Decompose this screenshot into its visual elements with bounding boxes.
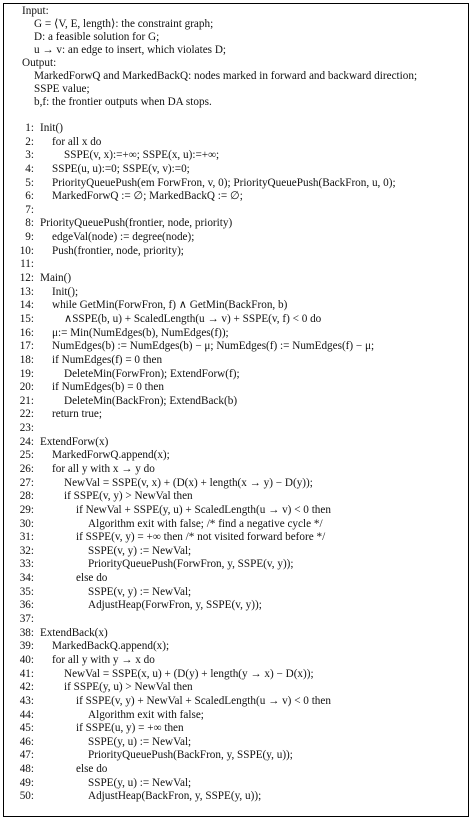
line-number: 26: xyxy=(19,463,34,475)
line-text: PriorityQueuePush(em ForwFron, v, 0); PriorityQueuePush(BackFron, u, 0); xyxy=(52,176,396,189)
line-text: for all x do xyxy=(52,135,102,148)
line-number: 41: xyxy=(19,667,34,680)
line-number: 16: xyxy=(19,326,34,339)
line-text: SSPE(v, y) := NewVal; xyxy=(88,544,192,557)
line-text: if SSPE(y, u) > NewVal then xyxy=(64,681,193,694)
line-text: Init() xyxy=(40,122,63,134)
line-text: Algorithm exit with false; /* find a negative cycle */ xyxy=(88,517,323,530)
line-number: 2: xyxy=(25,135,34,148)
line-text: if SSPE(v, y) > NewVal then xyxy=(64,490,193,503)
line-number: 39: xyxy=(19,640,34,653)
line-number: 50: xyxy=(19,790,34,803)
line-text: while GetMin(ForwFron, f) ∧ GetMin(BackFron, b) xyxy=(52,299,288,312)
line-number: 17: xyxy=(19,340,34,353)
line-text: SSPE(u, u):=0; SSPE(v, v):=0; xyxy=(52,162,190,175)
line-number: 5: xyxy=(25,176,34,189)
output-label: Output: xyxy=(22,57,57,69)
line-number: 32: xyxy=(19,544,34,557)
line-number: 43: xyxy=(19,694,34,707)
line-number: 40: xyxy=(19,653,34,666)
line-number: 1: xyxy=(25,122,34,134)
line-text: SSPE(v, y) := NewVal; xyxy=(88,585,192,598)
line-number: 35: xyxy=(19,585,34,598)
line-number: 7: xyxy=(25,203,34,216)
line-number: 19: xyxy=(19,367,34,380)
line-number: 24: xyxy=(19,435,34,448)
line-number: 30: xyxy=(19,517,34,530)
line-text: PriorityQueuePush(BackFron, y, SSPE(y, u)); xyxy=(88,749,293,762)
line-number: 37: xyxy=(19,613,34,626)
line-text: Init(); xyxy=(52,285,79,298)
line-text: SSPE(v, x):=+∞; SSPE(x, u):=+∞; xyxy=(64,149,220,162)
line-number: 27: xyxy=(19,476,34,489)
line-text: if NumEdges(f) = 0 then xyxy=(52,353,163,366)
line-number: 48: xyxy=(19,763,34,776)
line-text: if NumEdges(b) = 0 then xyxy=(52,381,164,394)
line-number: 49: xyxy=(19,776,34,789)
line-text: AdjustHeap(ForwFron, y, SSPE(v, y)); xyxy=(88,599,262,612)
line-number: 9: xyxy=(25,231,34,244)
line-number: 36: xyxy=(19,599,34,612)
line-number: 8: xyxy=(25,217,34,230)
line-text: Algorithm exit with false; xyxy=(88,708,204,721)
line-text: ExtendBack(x) xyxy=(40,626,108,639)
line-number: 13: xyxy=(19,285,34,298)
line-text: NewVal = SSPE(x, u) + (D(y) + length(y → x) − D(x)); xyxy=(64,667,314,680)
line-number: 22: xyxy=(19,408,34,421)
line-text: Push(frontier, node, priority); xyxy=(52,244,184,257)
line-text: AdjustHeap(BackFron, y, SSPE(y, u)); xyxy=(88,790,262,803)
line-text: NumEdges(b) := NumEdges(b) − μ; NumEdges(f) := NumEdges(f) − μ; xyxy=(52,340,375,353)
line-text: MarkedBackQ.append(x); xyxy=(52,640,170,653)
output-line: MarkedForwQ and MarkedBackQ: nodes marked in forward and backward direction; xyxy=(34,70,418,82)
line-number: 38: xyxy=(19,626,34,639)
line-number: 18: xyxy=(19,353,34,366)
line-text: NewVal = SSPE(v, x) + (D(x) + length(x → y) − D(y)); xyxy=(64,476,313,489)
input-line: u → v: an edge to insert, which violates D; xyxy=(34,44,227,56)
line-text: DeleteMin(BackFron); ExtendBack(b) xyxy=(64,394,238,407)
line-text: return true; xyxy=(52,408,103,421)
line-number: 33: xyxy=(19,558,34,571)
line-number: 15: xyxy=(19,312,34,325)
line-number: 12: xyxy=(19,272,34,285)
line-text: for all y with x → y do xyxy=(52,463,155,475)
line-number: 21: xyxy=(19,394,34,407)
line-number: 11: xyxy=(20,258,34,271)
line-number: 20: xyxy=(19,381,34,394)
line-text: ∧SSPE(b, u) + ScaledLength(u → v) + SSPE(v, f) < 0 do xyxy=(64,312,322,325)
line-number: 4: xyxy=(25,162,34,175)
line-number: 45: xyxy=(19,722,34,735)
line-number: 10: xyxy=(19,244,34,257)
line-text: if SSPE(v, y) + NewVal + ScaledLength(u → v) < 0 then xyxy=(76,694,331,707)
line-text: else do xyxy=(76,763,108,776)
line-number: 47: xyxy=(19,749,34,762)
output-line: b,f: the frontier outputs when DA stops. xyxy=(34,96,212,108)
line-number: 6: xyxy=(25,190,34,203)
line-text: MarkedForwQ := ∅; MarkedBackQ := ∅; xyxy=(52,190,243,203)
line-number: 28: xyxy=(19,490,34,503)
line-text: else do xyxy=(76,572,108,585)
line-number: 31: xyxy=(19,531,34,544)
line-number: 23: xyxy=(19,422,34,435)
line-text: MarkedForwQ.append(x); xyxy=(52,449,170,462)
output-line: SSPE value; xyxy=(34,83,90,95)
line-text: for all y with y → x do xyxy=(52,653,155,666)
line-number: 29: xyxy=(19,503,34,516)
line-number: 42: xyxy=(19,681,34,694)
line-text: ExtendForw(x) xyxy=(40,435,109,448)
line-number: 3: xyxy=(25,149,34,162)
input-line: G = ⟨V, E, length⟩: the constraint graph; xyxy=(34,18,214,30)
line-text: edgeVal(node) := degree(node); xyxy=(52,231,195,244)
input-line: D: a feasible solution for G; xyxy=(34,31,160,43)
line-text: SSPE(y, u) := NewVal; xyxy=(88,776,192,789)
line-text: Main() xyxy=(40,272,72,285)
line-number: 25: xyxy=(19,449,34,462)
line-text: PriorityQueuePush(ForwFron, y, SSPE(v, y)); xyxy=(88,558,294,571)
input-label: Input: xyxy=(22,5,49,17)
line-text: DeleteMin(ForwFron); ExtendForw(f); xyxy=(64,367,240,380)
line-text: if NewVal + SSPE(y, u) + ScaledLength(u → v) < 0 then xyxy=(76,503,331,516)
line-number: 46: xyxy=(19,735,34,748)
line-number: 34: xyxy=(19,572,34,585)
line-text: PriorityQueuePush(frontier, node, priority) xyxy=(40,217,233,230)
line-text: SSPE(y, u) := NewVal; xyxy=(88,735,192,748)
line-number: 14: xyxy=(19,299,34,312)
line-text: if SSPE(u, y) = +∞ then xyxy=(76,722,184,735)
line-number: 44: xyxy=(19,708,34,721)
line-text: μ:= Min(NumEdges(b), NumEdges(f)); xyxy=(52,326,229,339)
line-text: if SSPE(v, y) = +∞ then /* not visited forward before */ xyxy=(76,531,326,544)
